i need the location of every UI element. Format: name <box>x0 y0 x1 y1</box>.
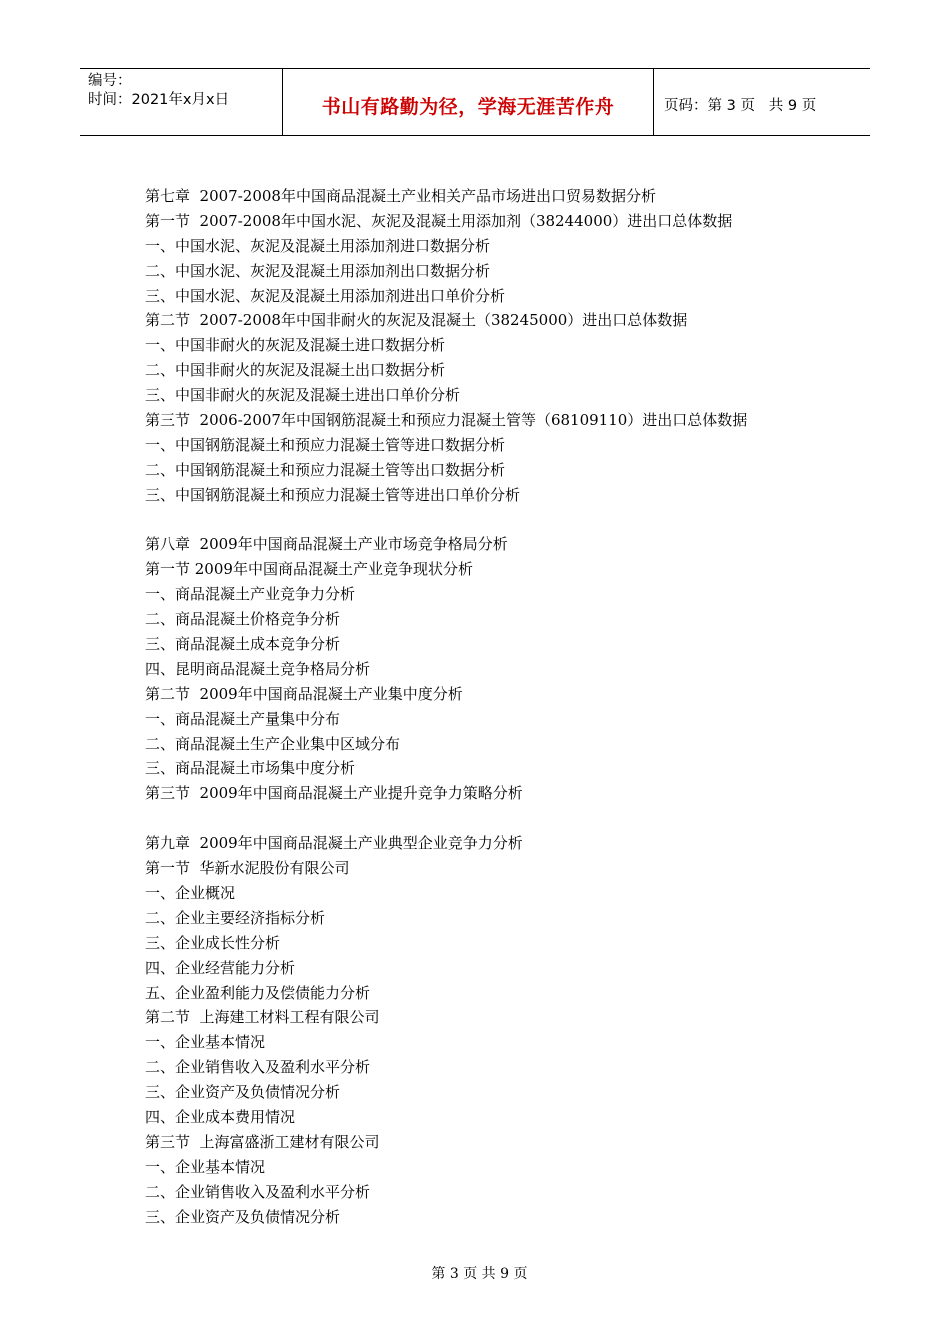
time-label: 时间：2021年x月x日 <box>88 92 230 108</box>
header-motto-cell <box>282 69 654 135</box>
toc-entry: 三、商品混凝土成本竞争分析 <box>145 635 341 654</box>
toc-entry: 五、企业盈利能力及偿债能力分析 <box>145 983 371 1002</box>
toc-entry: 第九章 2009年中国商品混凝土产业典型企业竞争力分析 <box>145 834 523 853</box>
page-header <box>80 68 870 136</box>
toc-entry: 第一节 华新水泥股份有限公司 <box>145 859 350 878</box>
toc-entry: 二、企业销售收入及盈利水平分析 <box>145 1058 371 1077</box>
toc-entry: 一、商品混凝土产量集中分布 <box>145 709 341 728</box>
toc-entry: 一、中国非耐火的灰泥及混凝土进口数据分析 <box>145 336 446 355</box>
toc-entry: 第一节 2009年中国商品混凝土产业竞争现状分析 <box>145 560 473 579</box>
toc-entry: 第二节 上海建工材料工程有限公司 <box>145 1008 380 1027</box>
header-page-label: 页码：第 3 页 共 9 页 <box>664 97 817 114</box>
toc-entry: 一、企业概况 <box>145 883 236 902</box>
toc-entry: 二、企业主要经济指标分析 <box>145 908 326 927</box>
toc-entry: 一、企业基本情况 <box>145 1033 266 1052</box>
toc-entry: 第二节 2009年中国商品混凝土产业集中度分析 <box>145 684 463 703</box>
toc-entry: 二、企业销售收入及盈利水平分析 <box>145 1182 371 1201</box>
toc-entry: 三、中国非耐火的灰泥及混凝土进出口单价分析 <box>145 386 461 405</box>
toc-entry: 二、中国水泥、灰泥及混凝土用添加剂出口数据分析 <box>145 261 491 280</box>
toc-entry: 三、商品混凝土市场集中度分析 <box>145 759 356 778</box>
toc-entry: 二、中国非耐火的灰泥及混凝土出口数据分析 <box>145 361 446 380</box>
toc-entry: 四、企业经营能力分析 <box>145 958 296 977</box>
toc-gap <box>145 508 845 533</box>
toc-section-chapter-9 <box>145 831 845 1229</box>
header-page-cell <box>654 69 870 135</box>
toc-entry: 三、企业资产及负债情况分析 <box>145 1207 341 1226</box>
toc-section-chapter-8 <box>145 532 845 806</box>
serial-label: 编号： <box>88 73 132 89</box>
toc-entry: 第三节 2009年中国商品混凝土产业提升竞争力策略分析 <box>145 784 523 803</box>
toc-entry: 二、商品混凝土价格竞争分析 <box>145 610 341 629</box>
toc-entry: 三、中国钢筋混凝土和预应力混凝土管等进出口单价分析 <box>145 485 521 504</box>
toc-entry: 第三节 2006-2007年中国钢筋混凝土和预应力混凝土管等（68109110）进出口总体数据 <box>145 411 748 430</box>
toc-entry: 一、中国钢筋混凝土和预应力混凝土管等进口数据分析 <box>145 435 506 454</box>
page-footer <box>0 1247 950 1283</box>
toc-entry: 第七章 2007-2008年中国商品混凝土产业相关产品市场进出口贸易数据分析 <box>145 187 656 205</box>
toc-entry: 三、中国水泥、灰泥及混凝土用添加剂进出口单价分析 <box>145 286 506 305</box>
toc-entry: 一、商品混凝土产业竞争力分析 <box>145 585 356 604</box>
toc-entry: 二、商品混凝土生产企业集中区域分布 <box>145 734 401 753</box>
toc-entry: 第八章 2009年中国商品混凝土产业市场竞争格局分析 <box>145 535 508 554</box>
toc-section-chapter-7 <box>145 184 845 508</box>
toc-entry: 一、中国水泥、灰泥及混凝土用添加剂进口数据分析 <box>145 236 491 255</box>
toc-entry: 第一节 2007-2008年中国水泥、灰泥及混凝土用添加剂（38244000）进出口总体数据 <box>145 211 733 230</box>
toc-gap <box>145 806 845 831</box>
toc-entry: 四、昆明商品混凝土竞争格局分析 <box>145 659 371 678</box>
table-of-contents <box>145 184 845 1229</box>
toc-entry: 第三节 上海富盛浙工建材有限公司 <box>145 1132 380 1151</box>
toc-entry: 四、企业成本费用情况 <box>145 1107 296 1126</box>
toc-entry: 三、企业成长性分析 <box>145 933 281 952</box>
header-info-cell <box>80 69 282 135</box>
footer-page-number: 第 3 页 共 9 页 <box>431 1266 528 1282</box>
toc-entry: 一、企业基本情况 <box>145 1157 266 1176</box>
toc-entry: 第二节 2007-2008年中国非耐火的灰泥及混凝土（38245000）进出口总体数据 <box>145 311 688 330</box>
toc-entry: 二、中国钢筋混凝土和预应力混凝土管等出口数据分析 <box>145 460 506 479</box>
toc-entry: 三、企业资产及负债情况分析 <box>145 1083 341 1102</box>
motto-text: 书山有路勤为径，学海无涯苦作舟 <box>321 95 615 118</box>
